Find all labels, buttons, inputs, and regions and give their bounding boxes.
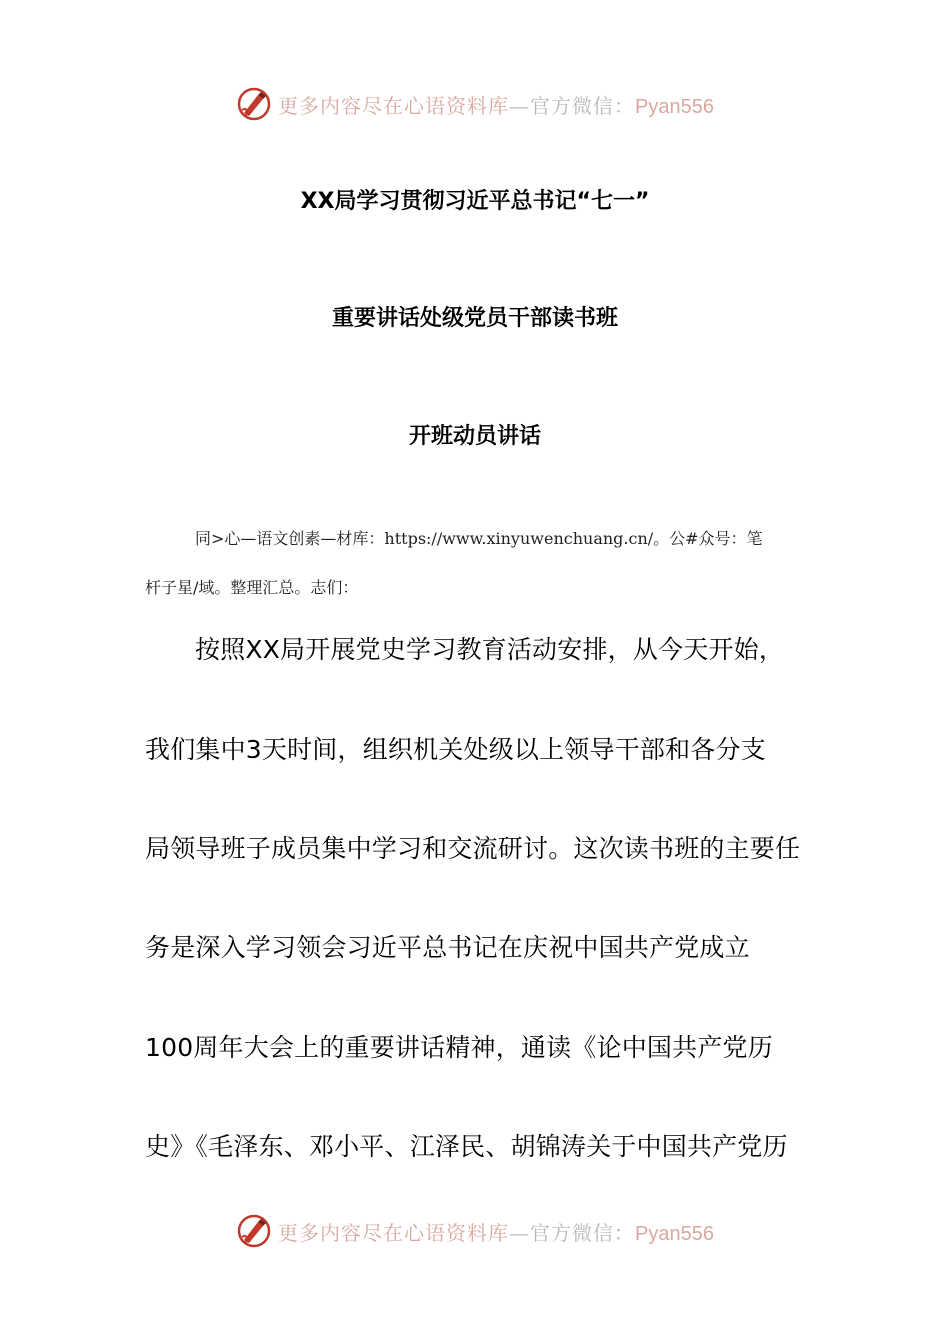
source-note-line-1 xyxy=(195,526,763,549)
header-watermark xyxy=(0,84,950,124)
document-title-line-1: XX局学习贯彻习近平总书记“七一” xyxy=(300,189,650,214)
pen-logo-icon xyxy=(236,86,272,122)
body-text-line: 我们集中3天时间，组织机关处级以上领导干部和各分支 xyxy=(145,735,766,764)
watermark-wechat-id: Pyan556 xyxy=(635,1222,714,1245)
document-title-line-2: 重要讲话处级党员干部读书班 xyxy=(331,306,618,331)
pen-logo-icon xyxy=(236,1213,272,1249)
watermark-text xyxy=(278,1217,714,1246)
watermark-main-text: 更多内容尽在心语资料库 xyxy=(278,93,510,118)
watermark-main-text: 更多内容尽在心语资料库 xyxy=(278,1220,510,1245)
source-note-prefix: 同>心—语文创素—材库： xyxy=(195,529,385,548)
body-text-line: 史》《毛泽东、邓小平、江泽民、胡锦涛关于中国共产党历 xyxy=(145,1132,788,1161)
document-title-line-3: 开班动员讲话 xyxy=(408,424,541,449)
watermark-wechat-label: 官方微信： xyxy=(530,93,636,118)
source-note-suffix: 。公#众号：笔 xyxy=(653,529,763,548)
source-note-url: https://www.xinyuwenchuang.cn/ xyxy=(384,529,654,548)
watermark-wechat-label: 官方微信： xyxy=(530,1220,636,1245)
watermark-separator: — xyxy=(509,93,531,118)
body-text-line: 务是深入学习领会习近平总书记在庆祝中国共产党成立 xyxy=(145,933,750,962)
footer-watermark xyxy=(0,1211,950,1251)
body-text-line: 100周年大会上的重要讲话精神，通读《论中国共产党历 xyxy=(145,1033,773,1062)
body-text-line: 局领导班子成员集中学习和交流研讨。这次读书班的主要任 xyxy=(145,834,801,863)
watermark-separator: — xyxy=(509,1220,531,1245)
watermark-text xyxy=(278,90,714,119)
body-text-line: 按照XX局开展党史学习教育活动安排，从今天开始， xyxy=(195,635,785,664)
source-note-line-2: 杆子星/域。整理汇总。志们： xyxy=(145,578,359,597)
watermark-wechat-id: Pyan556 xyxy=(635,95,714,118)
